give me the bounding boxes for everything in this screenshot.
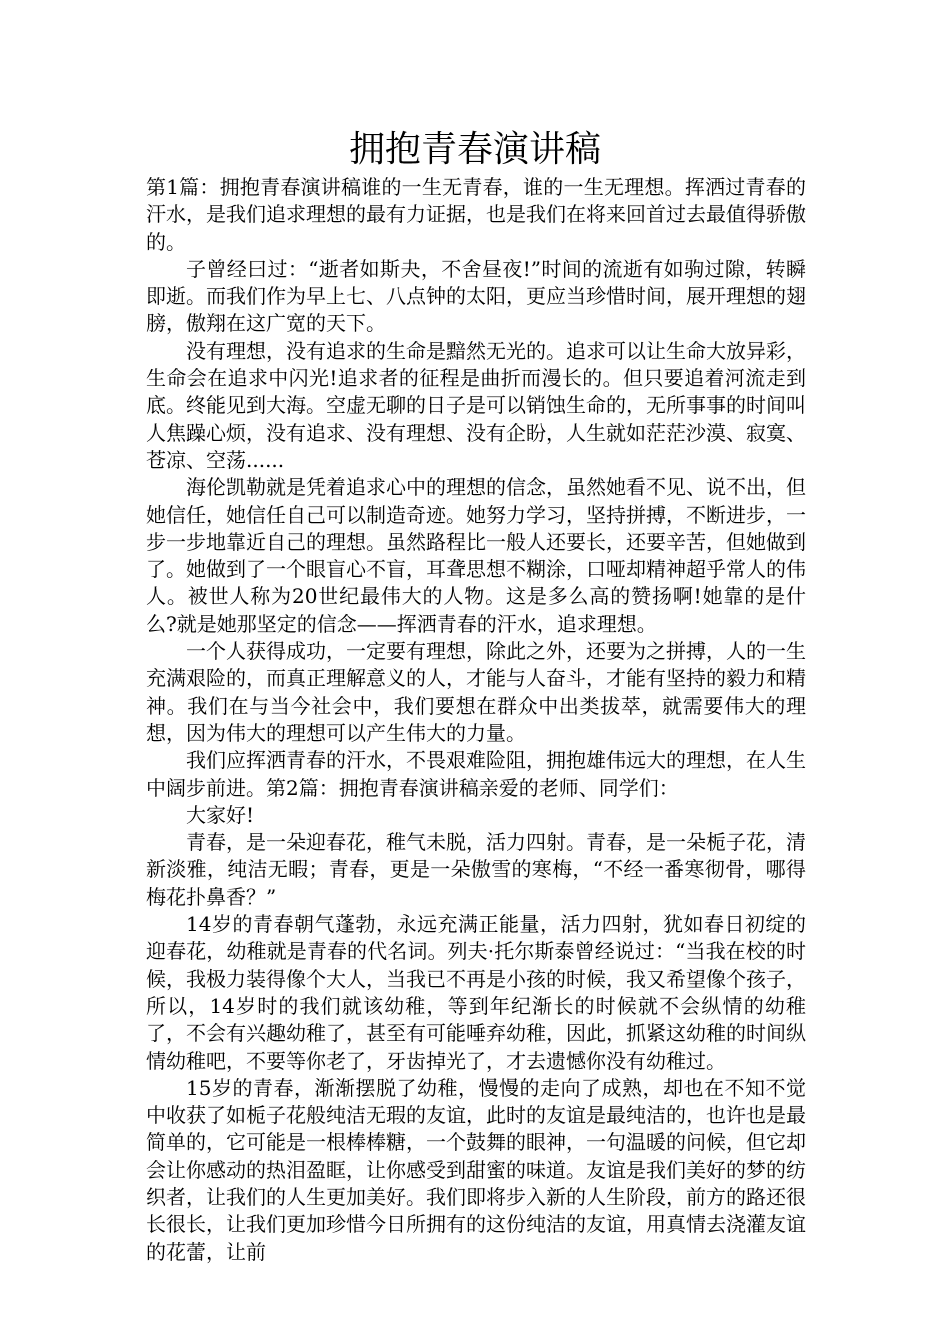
paragraph-1: 第1篇：拥抱青春演讲稿谁的一生无青春，谁的一生无理想。挥洒过青春的汗水，是我们追求理想的最有力证据，也是我们在将来回首过去最值得骄傲的。 (146, 175, 806, 254)
paragraph-6: 我们应挥洒青春的汗水，不畏艰难险阻，拥抱雄伟远大的理想，在人生中阔步前进。第2篇：拥抱青春演讲稿亲爱的老师、同学们： (146, 748, 806, 800)
paragraph-10: 15岁的青春，渐渐摆脱了幼稚，慢慢的走向了成熟，却也在不知不觉中收获了如栀子花般纯洁无瑕的友谊，此时的友谊是最纯洁的，也许也是最简单的，它可能是一根棒棒糖，一个鼓舞的眼神，一句温暖的问候，但它却会让你感动的热泪盈眶，让你感受到甜蜜的味道。友谊是我们美好的梦的纺织者，让我们的人生更加美好。我们即将步入新的人生阶段，前方的路还很长很长，让我们更加珍惜今日所拥有的这份纯洁的友谊，用真情去浇灌友谊的花蕾，让前 (146, 1075, 806, 1264)
paragraph-7: 大家好! (186, 802, 255, 827)
document-body (146, 174, 806, 1266)
document-title: 拥抱青春演讲稿 (348, 129, 601, 170)
paragraph-3: 没有理想，没有追求的生命是黯然无光的。追求可以让生命大放异彩，生命会在追求中闪光!追求者的征程是曲折而漫长的。但只要追着河流走到底。终能见到大海。空虚无聊的日子是可以销蚀生命的，无所事事的时间叫人焦躁心烦，没有追求、没有理想、没有企盼，人生就如茫茫沙漠、寂寞、苍凉、空荡...... (146, 338, 806, 472)
paragraph-5: 一个人获得成功，一定要有理想，除此之外，还要为之拼搏，人的一生充满艰险的，而真正理解意义的人，才能与人奋斗，才能有坚持的毅力和精神。我们在与当今社会中，我们要想在群众中出类拔萃，就需要伟大的理想，因为伟大的理想可以产生伟大的力量。 (146, 639, 806, 745)
paragraph-4: 海伦凯勒就是凭着追求心中的理想的信念，虽然她看不见、说不出，但她信任，她信任自己可以制造奇迹。她努力学习，坚持拼搏，不断进步，一步一步地靠近自己的理想。虽然路程比一般人还要长，还要辛苦，但她做到了。她做到了一个眼盲心不盲，耳聋思想不糊涂，口哑却精神超乎常人的伟人。被世人称为20世纪最伟大的人物。这是多么高的赞扬啊!她靠的是什么?就是她那坚定的信念——挥洒青春的汗水，追求理想。 (146, 475, 806, 636)
paragraph-9: 14岁的青春朝气蓬勃，永远充满正能量，活力四射，犹如春日初绽的迎春花，幼稚就是青春的代名词。列夫·托尔斯泰曾经说过：“当我在校的时候，我极力装得像个大人，当我已不再是小孩的时候，我又希望像个孩子，所以，14岁时的我们就该幼稚，等到年纪渐长的时候就不会纵情的幼稚了，不会有兴趣幼稚了，甚至有可能唾弃幼稚，因此，抓紧这幼稚的时间纵情幼稚吧，不要等你老了，牙齿掉光了，才去遗憾你没有幼稚过。 (146, 912, 806, 1073)
paragraph-8: 青春，是一朵迎春花，稚气未脱，活力四射。青春，是一朵栀子花，清新淡雅，纯洁无暇；青春，更是一朵傲雪的寒梅，“不经一番寒彻骨，哪得梅花扑鼻香？” (146, 830, 806, 909)
paragraph-2: 子曾经曰过：“逝者如斯夬，不舍昼夜!”时间的流逝有如驹过隙，转瞬即逝。而我们作为早上七、八点钟的太阳，更应当珍惜时间，展开理想的翅膀，傲翔在这广宽的天下。 (146, 256, 806, 336)
